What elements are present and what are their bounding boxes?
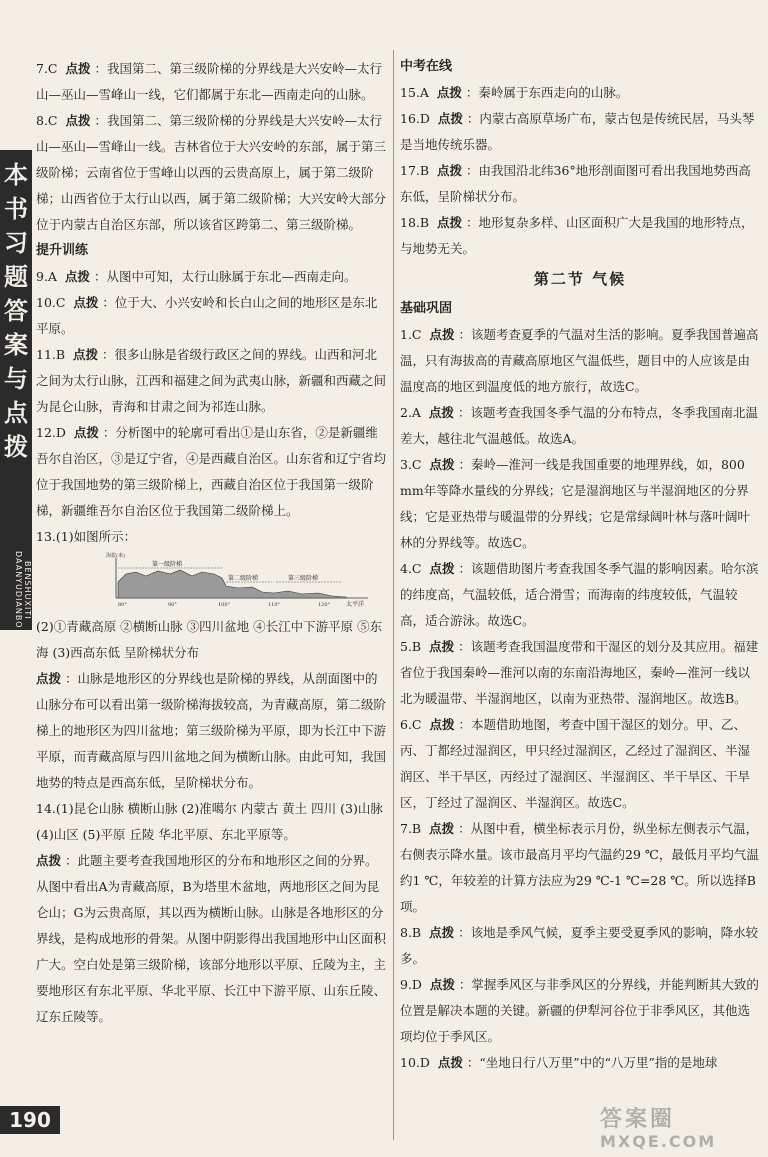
hint-label: 点拨: [437, 111, 463, 126]
answer-text: ：内蒙古高原草场广布，蒙古包是传统民居，马头琴是当地传统乐器。: [400, 111, 755, 152]
answer-9: [36, 264, 388, 290]
answer-number: 10.D: [400, 1055, 430, 1070]
answer-number: 8.B: [400, 925, 422, 940]
answer-number: 16.D: [400, 111, 430, 126]
climate-answer-3: [400, 452, 760, 556]
terrain-profile-figure: [106, 552, 376, 610]
answer-text: ：很多山脉是省级行政区之间的界线。山西和河北之间为太行山脉，江西和福建之间为武夷山脉，新疆和西藏之间为昆仑山脉，青海和甘肃之间为祁连山脉。: [36, 347, 387, 414]
answer-number: 3.C: [400, 457, 422, 472]
climate-answer-10: [400, 1050, 760, 1076]
hint-label: 点拨: [437, 1055, 463, 1070]
step2-label: 第二级阶梯: [228, 575, 259, 582]
watermark-url: MXQE.COM: [600, 1132, 717, 1151]
answer-number: 4.C: [400, 561, 422, 576]
section-title-practice: 提升训练: [36, 243, 89, 258]
answer-13-hint: [36, 666, 388, 796]
answer-text: ：该题考查我国冬季气温的分布特点，冬季我国南北温差大，越往北气温越低。故选A。: [400, 405, 758, 446]
x-tick: 90°: [168, 602, 177, 608]
answer-text: ：“坐地日行八万里”中的“八万里”指的是地球: [466, 1055, 718, 1070]
hint-label: 点拨: [64, 269, 90, 284]
answer-11: [36, 342, 388, 420]
answer-13-intro: 13.(1)如图所示：: [36, 529, 137, 544]
climate-answer-5: [400, 634, 760, 712]
chapter-title: 第二节 气候: [533, 270, 627, 288]
answer-15: [400, 80, 760, 106]
answer-8: [36, 108, 388, 238]
hint-label: 点拨: [73, 347, 99, 362]
hint-label: 点拨: [429, 327, 455, 342]
column-divider: [393, 50, 394, 1140]
answer-text: ：我国第二、第三级阶梯的分界线是大兴安岭—太行山—巫山—雪峰山一线，它们都属于东北—西南走向的山脉。: [36, 61, 382, 102]
spine-char: 习: [4, 229, 28, 257]
section-title-exam: 中考在线: [400, 59, 453, 74]
answer-18: [400, 210, 760, 262]
answer-number: 9.A: [36, 269, 57, 284]
spine-pinyin: BENSHUXITI DAANYUDIANBO: [14, 551, 32, 629]
answer-text: ：我国第二、第三级阶梯的分界线是大兴安岭—太行山—巫山—雪峰山一线。吉林省位于大兴安岭的东部，属于第三级阶梯；云南省位于雪峰山以西的云贵高原上，属于第二级阶梯；山西省位于太行山以西，属于第二级阶梯；大兴安岭大部分位于内蒙古自治区东部，所以该省区跨第二、第三级阶梯。: [36, 113, 387, 232]
x-tick: 100°: [218, 602, 231, 608]
answer-14-hint: [36, 848, 388, 1030]
answer-text: ：秦岭属于东西走向的山脉。: [465, 85, 629, 100]
answer-number: 2.A: [400, 405, 421, 420]
answer-text: ：位于大、小兴安岭和长白山之间的地形区是东北平原。: [36, 295, 378, 336]
answer-text: ：由我国沿北纬36°地形剖面图可看出我国地势西高东低，呈阶梯状分布。: [400, 163, 751, 204]
spine-char: 题: [4, 263, 28, 291]
hint-label: 点拨: [429, 457, 455, 472]
answer-text: ：从图中可知，太行山脉属于东北—西南走向。: [93, 269, 357, 284]
step1-label: 第一级阶梯: [152, 561, 183, 568]
climate-answer-6: [400, 712, 760, 816]
hint-label: 点拨: [429, 639, 455, 654]
answer-text: ：分析图中的轮廓可看出①是山东省，②是新疆维吾尔自治区，③是辽宁省，④是西藏自治区。山东省和辽宁省均位于我国地势的第三级阶梯上，西藏自治区位于我国第一级阶梯，新疆维吾尔自治区位于我国第二级阶梯上。: [36, 425, 387, 518]
hint-label: 点拨: [437, 215, 463, 230]
answer-7: [36, 56, 388, 108]
sea-label: 太平洋: [346, 601, 365, 608]
answer-14-parts: 14.(1)昆仑山脉 横断山脉 (2)准噶尔 内蒙古 黄土 四川 (3)山脉 (4)山区 (5)平原 丘陵 华北平原、东北平原等。: [36, 801, 383, 842]
answer-number: 8.C: [36, 113, 58, 128]
spine-char: 答: [4, 297, 28, 325]
page-number: 190: [0, 1106, 60, 1134]
answer-number: 15.A: [400, 85, 429, 100]
answer-text: ：该题考查夏季的气温对生活的影响。夏季我国普遍高温，只有海拔高的青藏高原地区气温低些，题目中的人应该是由温度高的地区到温度低的地方旅行，故选C。: [400, 327, 759, 394]
answer-number: 10.C: [36, 295, 66, 310]
hint-label: 点拨: [429, 925, 455, 940]
spine-char: 案: [4, 331, 28, 359]
left-column: [36, 56, 388, 1030]
answer-number: 1.C: [400, 327, 422, 342]
answer-text: ：地形复杂多样、山区面积广大是我国的地形特点，与地势无关。: [400, 215, 754, 256]
climate-answer-7: [400, 816, 760, 920]
spine-char: 拨: [4, 433, 28, 461]
answer-number: 12.D: [36, 425, 66, 440]
answer-text: ：该题借助图片考查我国冬季气温的影响因素。哈尔滨的纬度高，气温较低，适合滑雪；而海南的纬度较低，气温较高，适合游泳。故选C。: [400, 561, 759, 628]
climate-answer-2: [400, 400, 760, 452]
spine-title: [2, 158, 30, 464]
answer-16: [400, 106, 760, 158]
answer-text: ：本题借助地图，考查中国干湿区的划分。甲、乙、丙、丁都经过湿润区，甲只经过湿润区，乙经过了湿润区、半湿润区、半干旱区，丙经过了湿润区、半湿润区、半干旱区、干旱区，丁经过了湿润区、半湿润区。故选C。: [400, 717, 751, 810]
step3-label: 第三级阶梯: [288, 575, 319, 582]
answer-number: 9.D: [400, 977, 422, 992]
answer-13-parts: (2)①青藏高原 ②横断山脉 ③四川盆地 ④长江中下游平原 ⑤东海 (3)西高东低 呈阶梯状分布: [36, 619, 383, 660]
hint-label: 点拨: [65, 113, 91, 128]
watermark-text: 答案圈: [600, 1107, 676, 1132]
climate-answer-9: [400, 972, 760, 1050]
section-title-basics: 基础巩固: [400, 301, 453, 316]
hint-label: 点拨: [73, 295, 99, 310]
answer-number: 7.C: [36, 61, 58, 76]
spine-char: 书: [4, 195, 28, 223]
hint-label: 点拨: [429, 977, 455, 992]
climate-answer-8: [400, 920, 760, 972]
answer-text: ：该地是季风气候，夏季主要受夏季风的影响，降水较多。: [400, 925, 759, 966]
hint-label: 点拨: [429, 821, 455, 836]
answer-number: 17.B: [400, 163, 430, 178]
answer-text: ：此题主要考查我国地形区的分布和地形区之间的分界。从图中看出A为青藏高原，B为塔里木盆地，两地形区之间为昆仑山；G为云贵高原，其以西为横断山脉。山脉是各地形区的分界线，是构成地形的骨架。从图中阴影得出我国地形中山区面积广大。空白处是第三级阶梯，该部分地形以平原、丘陵为主，主要地形区有东北平原、华北平原、长江中下游平原、山东丘陵、辽东丘陵等。: [36, 853, 387, 1024]
hint-label: 点拨: [429, 561, 455, 576]
hint-label: 点拨: [437, 163, 463, 178]
answer-number: 11.B: [36, 347, 66, 362]
hint-label: 点拨: [36, 671, 62, 686]
x-tick: 110°: [268, 602, 281, 608]
spine-char: 本: [4, 161, 28, 189]
answer-text: ：掌握季风区与非季风区的分界线，并能判断其大致的位置是解决本题的关键。新疆的伊犁河谷位于非季风区，其他选项均位于季风区。: [400, 977, 759, 1044]
answer-text: ：该题考查我国温度带和干湿区的划分及其应用。福建省位于我国秦岭—淮河以南的东南沿海地区，秦岭—淮河一线以北为暖温带、半湿润地区，以南为亚热带、湿润地区。故选B。: [400, 639, 759, 706]
hint-label: 点拨: [436, 85, 462, 100]
climate-answer-4: [400, 556, 760, 634]
hint-label: 点拨: [36, 853, 62, 868]
answer-number: 7.B: [400, 821, 422, 836]
spine-char: 点: [4, 399, 28, 427]
answer-text: ：秦岭—淮河一线是我国重要的地理界线，如，800 mm年等降水量线的分界线；它是湿润地区与半湿润地区的分界线；它是亚热带与暖温带的分界线；它是常绿阔叶林与落叶阔叶林的分界线等。故选C。: [400, 457, 751, 550]
hint-label: 点拨: [428, 405, 454, 420]
answer-number: 6.C: [400, 717, 422, 732]
right-column: [400, 54, 760, 1076]
answer-12: [36, 420, 388, 524]
terrain-profile-svg: [106, 552, 376, 610]
answer-text: ：山脉是地形区的分界线也是阶梯的界线，从剖面图中的山脉分布可以看出第一级阶梯海拔较高，为青藏高原，第二级阶梯上的地形区为四川盆地；第三级阶梯为平原，即为长江中下游平原，而青藏高原与四川盆地之间为横断山脉。由此可知，我国地势的特点是西高东低，呈阶梯状分布。: [36, 671, 387, 790]
spine-title-bar: [0, 150, 32, 630]
x-tick: 120°: [318, 602, 331, 608]
hint-label: 点拨: [429, 717, 455, 732]
answer-number: 18.B: [400, 215, 430, 230]
x-tick: 80°: [118, 602, 127, 608]
answer-17: [400, 158, 760, 210]
watermark-logo: [600, 1108, 760, 1154]
climate-answer-1: [400, 322, 760, 400]
spine-char: 与: [4, 365, 28, 393]
answer-text: ：从图中看，横坐标表示月份，纵坐标左侧表示气温，右侧表示降水量。该市最高月平均气温约29 ℃，最低月平均气温约1 ℃，年较差的计算方法应为29 ℃-1 ℃=28 ℃。所以选择B项。: [400, 821, 759, 914]
hint-label: 点拨: [73, 425, 99, 440]
answer-number: 5.B: [400, 639, 422, 654]
hint-label: 点拨: [65, 61, 91, 76]
answer-10: [36, 290, 388, 342]
profile-ylabel: 海拔(米): [106, 553, 125, 559]
